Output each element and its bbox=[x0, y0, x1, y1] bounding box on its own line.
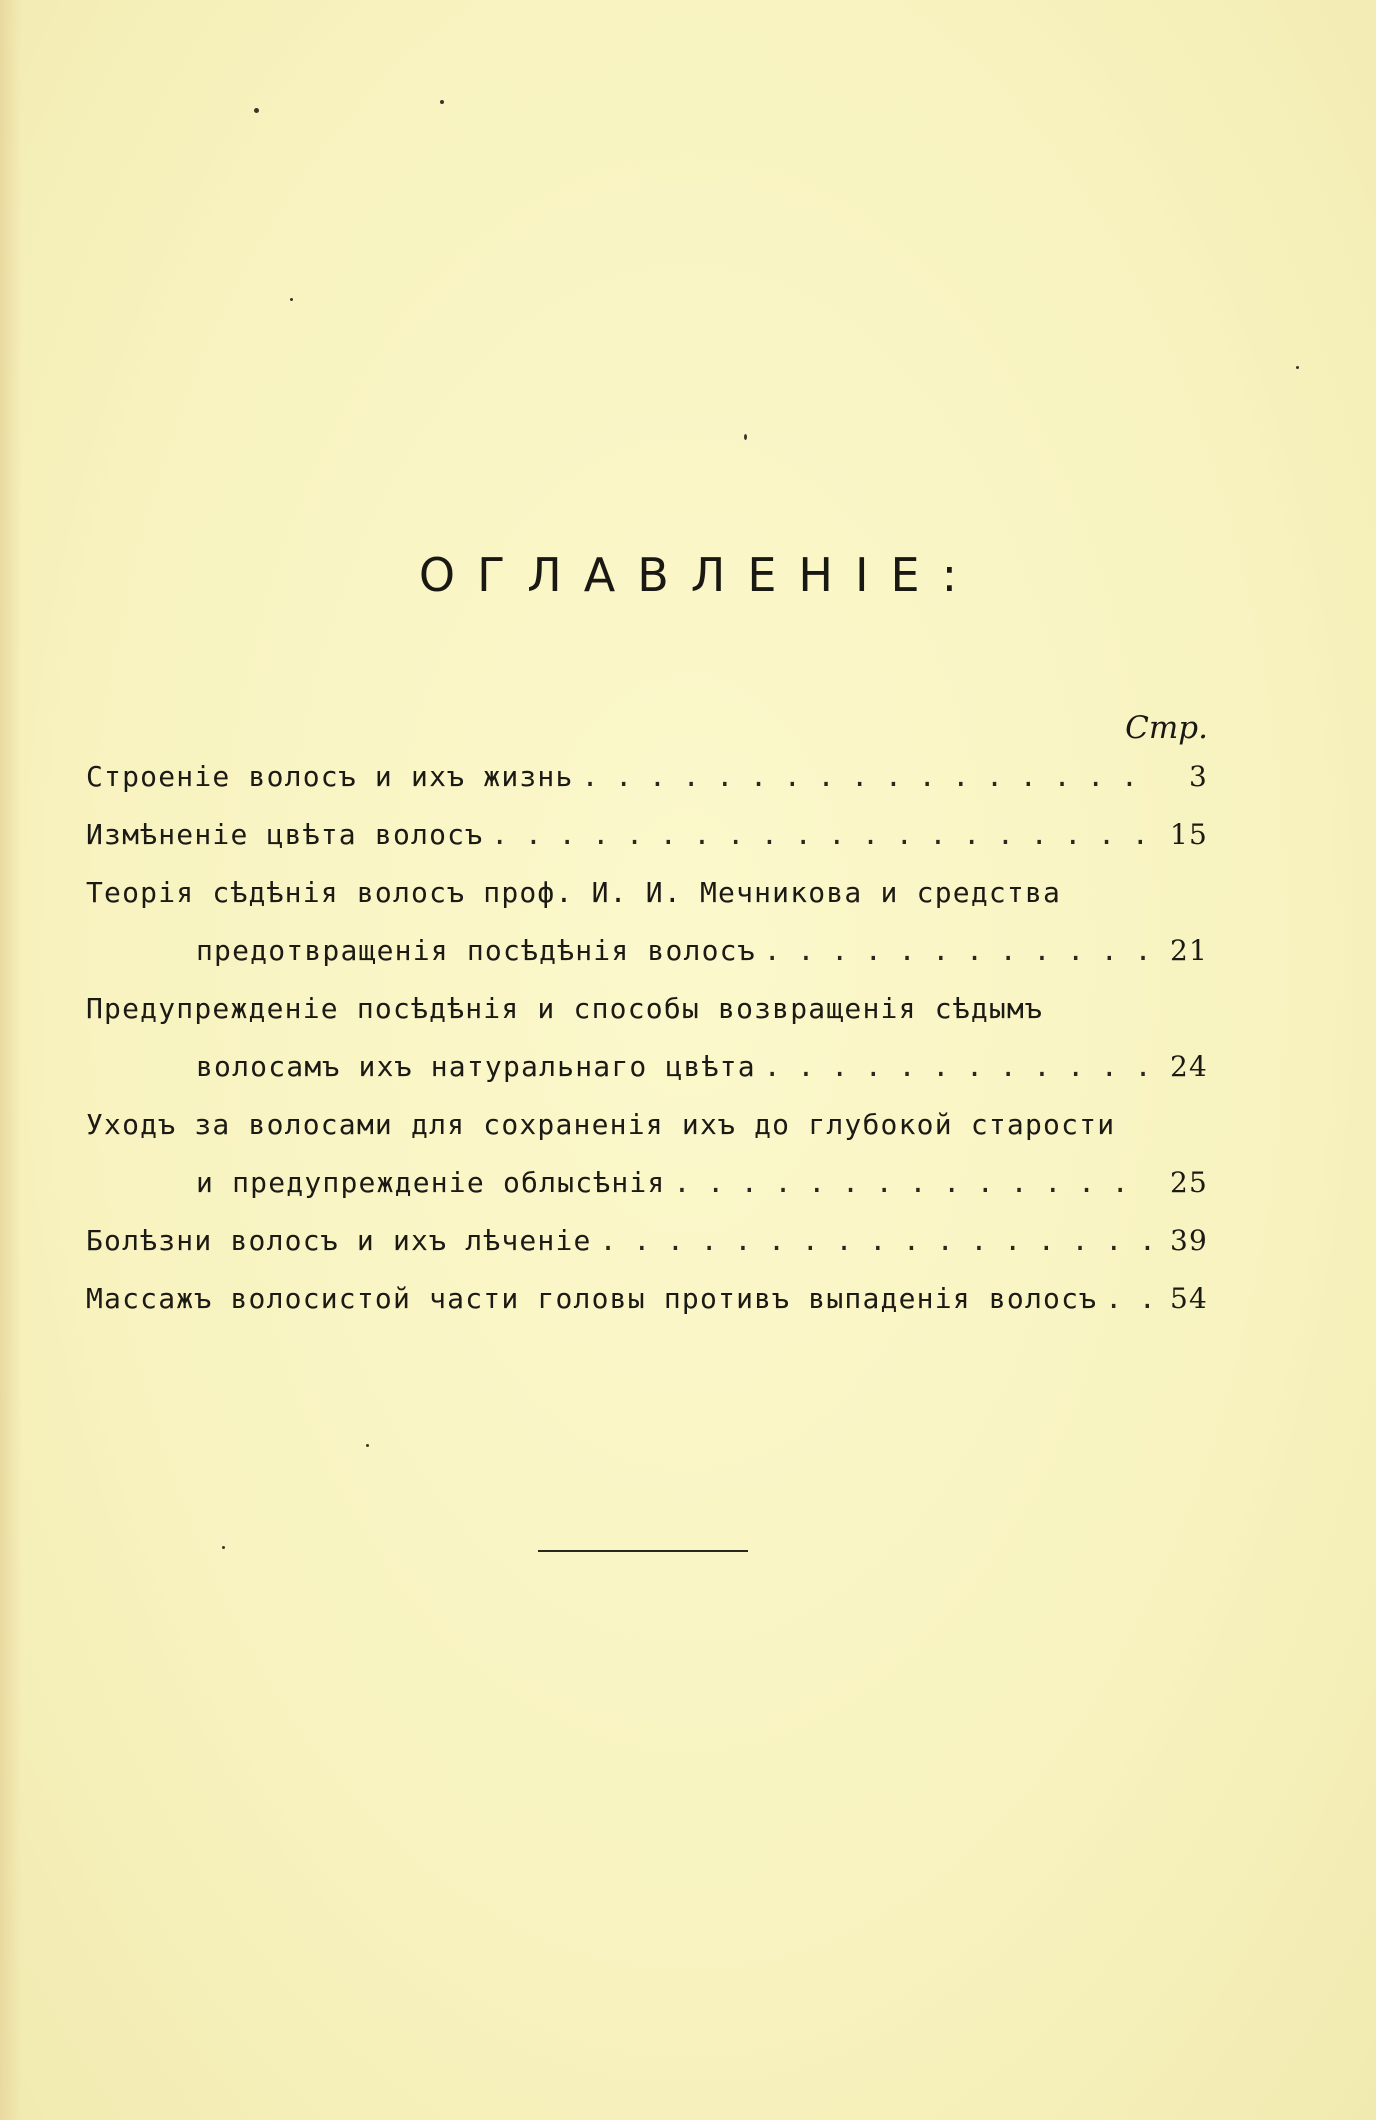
toc-entry-continuation bbox=[86, 1166, 1208, 1224]
toc-entry-text: Болѣзни волосъ и ихъ лѣченіе bbox=[86, 1224, 592, 1257]
page-title: ОГЛАВЛЕНІЕ: bbox=[418, 548, 980, 602]
toc-entry-page: 3 bbox=[1188, 760, 1208, 793]
toc-entry-continuation bbox=[86, 1050, 1208, 1108]
toc-entry-page: 21 bbox=[1169, 934, 1208, 967]
toc-entry-text: Теорія сѣдѣнія волосъ проф. И. И. Мечникова и средства bbox=[86, 876, 1062, 909]
toc-entry bbox=[86, 992, 1208, 1050]
paper-speck bbox=[254, 108, 259, 113]
toc-entry-continuation-text: предотвращенія посѣдѣнія волосъ bbox=[196, 934, 756, 967]
toc-entry-continuation-text: и предупрежденіе облысѣнія bbox=[196, 1166, 666, 1199]
toc-entry-page: 39 bbox=[1169, 1224, 1208, 1257]
dot-leader bbox=[764, 1050, 1152, 1083]
paper-speck bbox=[440, 100, 444, 104]
page-column-header: Стр. bbox=[1125, 710, 1208, 746]
table-of-contents bbox=[86, 760, 1208, 1340]
paper-speck bbox=[222, 1546, 225, 1549]
toc-entry-text: Измѣненіе цвѣта волосъ bbox=[86, 818, 484, 851]
toc-entry bbox=[86, 876, 1208, 934]
toc-entry-text: Предупрежденіе посѣдѣнія и способы возвращенія сѣдымъ bbox=[86, 992, 1044, 1025]
toc-entry-text: Строеніе волосъ и ихъ жизнь bbox=[86, 760, 574, 793]
page-edge-shadow bbox=[0, 0, 22, 2120]
paper-speck bbox=[744, 434, 747, 440]
toc-entry-text: Уходъ за волосами для сохраненія ихъ до глубокой старости bbox=[86, 1108, 1116, 1141]
toc-entry-page: 24 bbox=[1169, 1050, 1208, 1083]
toc-entry-continuation bbox=[86, 934, 1208, 992]
dot-leader bbox=[674, 1166, 1153, 1199]
toc-entry bbox=[86, 760, 1208, 818]
dot-leader bbox=[491, 818, 1152, 851]
toc-entry-page: 15 bbox=[1169, 818, 1208, 851]
toc-entry-text: Массажъ волосистой части головы противъ выпаденія волосъ bbox=[86, 1282, 1098, 1315]
dot-leader bbox=[764, 934, 1152, 967]
toc-entry bbox=[86, 1108, 1208, 1166]
toc-entry bbox=[86, 1282, 1208, 1340]
toc-entry-continuation-text: волосамъ ихъ натуральнаго цвѣта bbox=[196, 1050, 756, 1083]
toc-entry bbox=[86, 818, 1208, 876]
toc-entry bbox=[86, 1224, 1208, 1282]
closing-rule bbox=[538, 1550, 748, 1552]
paper-speck bbox=[1296, 366, 1299, 369]
dot-leader bbox=[1105, 1282, 1152, 1315]
dot-leader bbox=[582, 760, 1152, 793]
toc-entry-page: 54 bbox=[1169, 1282, 1208, 1315]
paper-speck bbox=[366, 1444, 369, 1447]
toc-entry-page: 25 bbox=[1169, 1166, 1208, 1199]
dot-leader bbox=[600, 1224, 1152, 1257]
paper-speck bbox=[290, 298, 293, 301]
